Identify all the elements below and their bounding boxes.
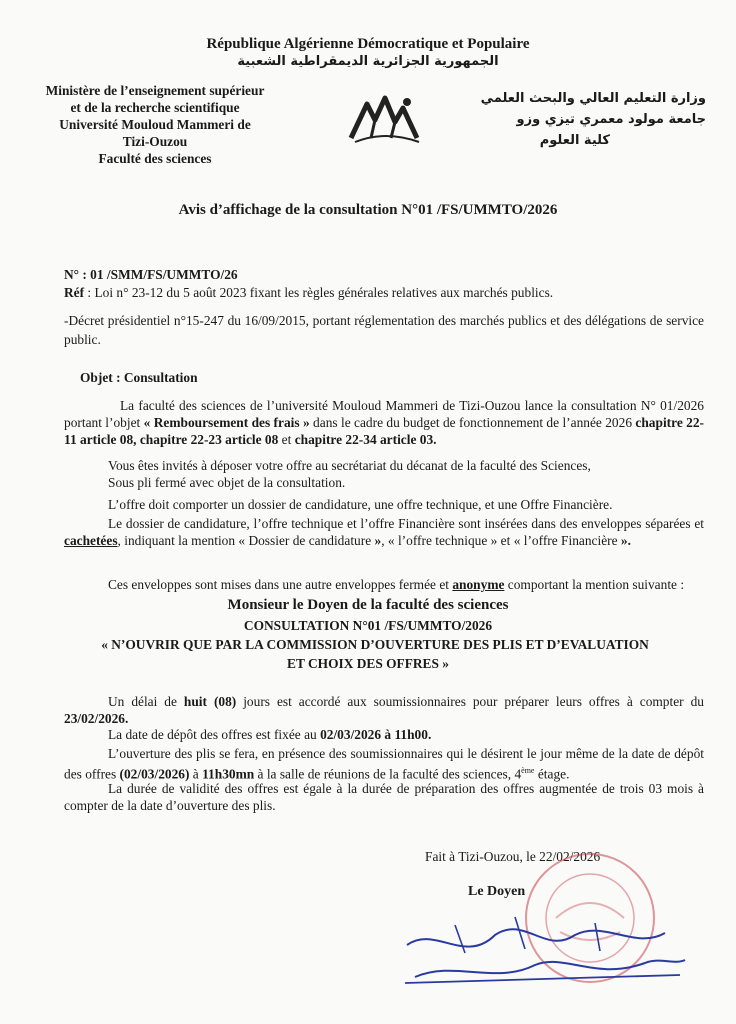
- republic-ar: الجمهورية الجزائرية الديمقراطية الشعبية: [237, 54, 499, 69]
- text-run-bold: huit (08): [183, 694, 237, 709]
- reference-number: N° : 01 /SMM/FS/UMMTO/26: [64, 267, 238, 282]
- text-run-superscript: ème: [521, 766, 535, 775]
- text-run: à: [189, 766, 203, 782]
- text-run: jours est accordé aux soumissionnaires pour préparer leurs offres à compter du: [236, 694, 704, 709]
- header-right-line: وزارة التعليم العالي والبحث العلمي: [480, 91, 706, 106]
- line-invitation: Vous êtes invités à déposer votre offre au secrétariat du décanat de la faculté des Sciences,: [108, 458, 591, 473]
- text-run-bold: »: [374, 533, 382, 548]
- paragraph-envelopes: [64, 515, 704, 549]
- text-run: La faculté des sciences de l’université Mouloud Mammeri de Tizi-Ouzou lance la consultation N° 01/2026 portant l’objet: [64, 398, 704, 430]
- paragraph-deposit-date: [108, 727, 708, 744]
- header-left-line: Tizi-Ouzou: [122, 134, 188, 149]
- text-run: comportant la mention suivante :: [504, 577, 685, 592]
- text-run: , indiquant la mention « Dossier de candidature: [117, 533, 375, 548]
- line-sealed: Sous pli fermé avec objet de la consultation.: [108, 475, 346, 490]
- text-run-bold: (02/03/2026): [119, 766, 190, 782]
- objet-heading: Objet : Consultation: [80, 370, 198, 385]
- text-run: à la salle de réunions de la faculté des sciences, 4: [254, 766, 522, 782]
- text-run: , « l’offre technique » et « l’offre Financière: [381, 533, 621, 548]
- text-run: Le dossier de candidature, l’offre technique et l’offre Financière sont insérées dans des enveloppes séparées et: [108, 516, 704, 531]
- text-run-bold: 23/02/2026.: [64, 711, 129, 726]
- paragraph-delay: [64, 693, 704, 727]
- text-run: et: [278, 432, 295, 447]
- text-run-bold: chapitre 22-34 article 03.: [294, 432, 437, 447]
- header-right-line: كلية العلوم: [539, 133, 610, 148]
- decret-text: -Décret présidentiel n°15-247 du 16/09/2015, portant réglementation des marchés publics et des délégations de service public.: [64, 313, 704, 347]
- header-left: [30, 82, 280, 167]
- university-logo: [345, 90, 425, 146]
- header-right-line: جامعة مولود معمري تيزي وزو: [516, 112, 706, 127]
- reference-law: [64, 285, 704, 302]
- place-date: Fait à Tizi-Ouzou, le 22/02/2026: [425, 849, 601, 864]
- addressee-line: Monsieur le Doyen de la faculté des sciences: [227, 597, 509, 613]
- do-not-open-line-1: « N’OUVRIR QUE PAR LA COMMISSION D’OUVERTURE DES PLIS ET D’EVALUATION: [101, 637, 649, 652]
- paragraph-validity: La durée de validité des offres est égale à la durée de préparation des offres augmentée de trois 03 mois à compter de la date d’ouverture des plis.: [64, 781, 704, 813]
- header-right: [440, 88, 706, 151]
- text-run: étage.: [534, 766, 570, 782]
- line-offer-content: L’offre doit comporter un dossier de candidature, une offre technique, et une Offre Financière.: [108, 497, 613, 512]
- paragraph-intro: [64, 397, 704, 448]
- text-run-bold: cachetées: [64, 533, 118, 548]
- text-run: Ces enveloppes sont mises dans une autre enveloppes fermée et: [108, 577, 453, 592]
- header-left-line: Université Mouloud Mammeri de: [59, 117, 251, 132]
- consultation-line: CONSULTATION N°01 /FS/UMMTO/2026: [243, 618, 493, 633]
- notice-title: Avis d’affichage de la consultation N°01 /FS/UMMTO/2026: [178, 202, 558, 218]
- text-run-bold: 02/03/2026 à 11h00.: [320, 727, 432, 742]
- signer-title: Le Doyen: [468, 884, 526, 899]
- text-run: L’ouverture des plis se fera, en présence des soumissionnaires qui le désirent le jour même de la date de dépôt des offres: [64, 746, 704, 782]
- header-left-line: et de la recherche scientifique: [70, 100, 240, 115]
- republic-fr: République Algérienne Démocratique et Populaire: [206, 36, 530, 52]
- reference-label: Réf: [64, 285, 85, 300]
- header-left-line: Ministère de l’enseignement supérieur: [45, 83, 265, 98]
- text-run: La date de dépôt des offres est fixée au: [108, 727, 321, 742]
- text-run: dans le cadre du budget de fonctionnement de l’année 2026: [309, 415, 636, 430]
- text-run-bold: chapitre 22-11 article 08, chapitre 22-23 article 08: [64, 415, 704, 447]
- text-run: Un délai de: [108, 694, 184, 709]
- text-run-bold: anonyme: [452, 577, 505, 592]
- text-run-bold: « Remboursement des frais »: [143, 415, 310, 430]
- do-not-open-line-2: ET CHOIX DES OFFRES »: [287, 656, 449, 671]
- text-run-bold: ».: [620, 533, 631, 548]
- paragraph-anonyme: [64, 576, 704, 593]
- paragraph-opening: [64, 745, 704, 782]
- signature: [395, 905, 695, 995]
- header-left-line: Faculté des sciences: [98, 151, 212, 166]
- reference-text: : Loi n° 23-12 du 5 août 2023 fixant les règles générales relatives aux marchés publics.: [84, 285, 554, 300]
- text-run-bold: 11h30mn: [202, 766, 255, 782]
